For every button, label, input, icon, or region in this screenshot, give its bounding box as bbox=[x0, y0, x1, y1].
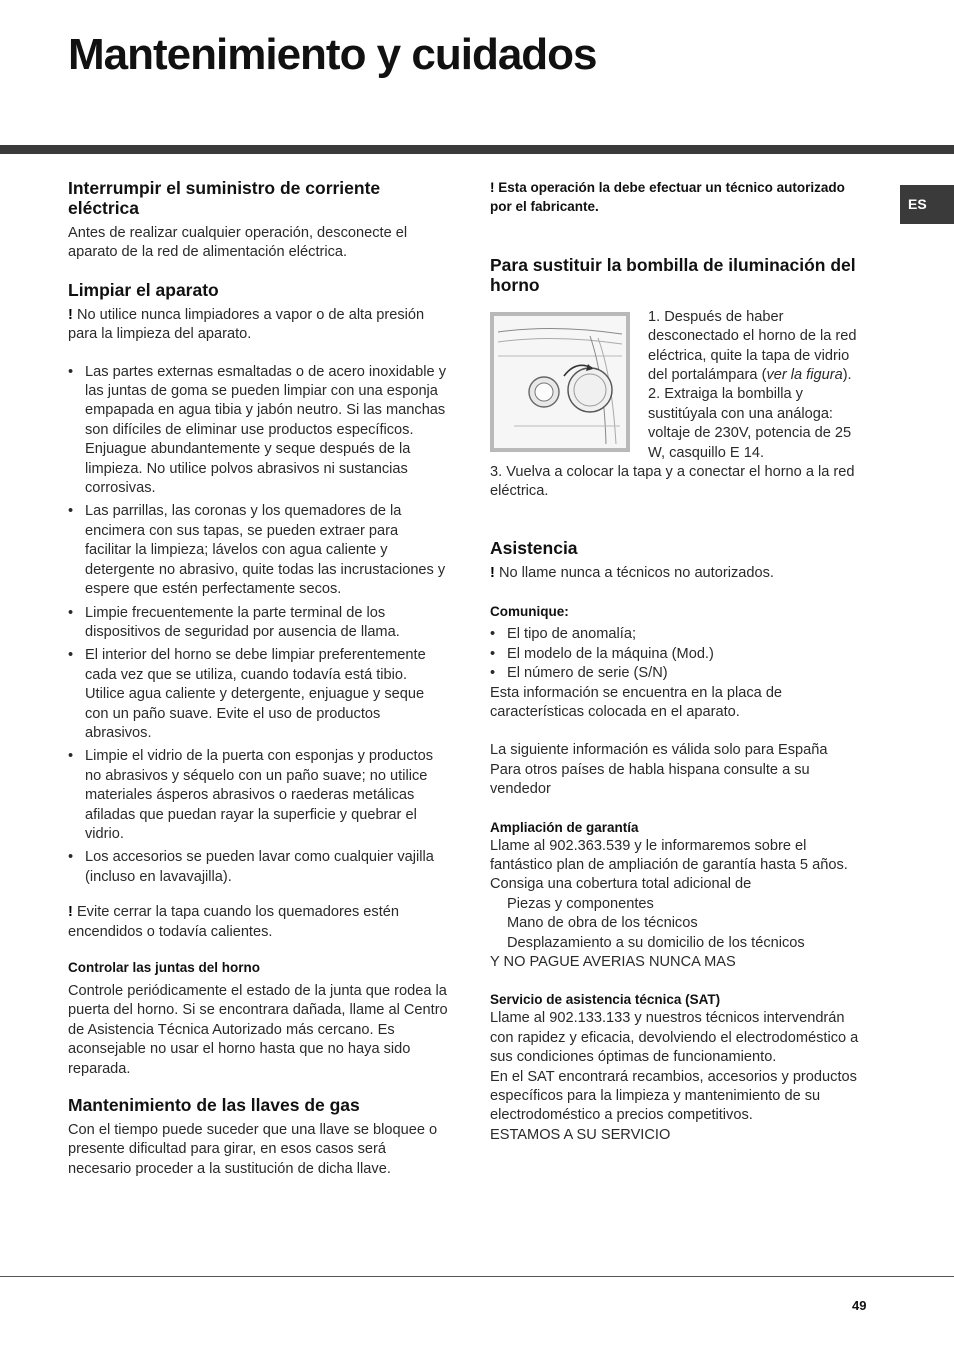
assistance-warning bbox=[490, 564, 870, 583]
warning-icon: ! bbox=[490, 180, 495, 195]
header-rule bbox=[0, 145, 954, 154]
list-item: • Las parrillas, las coronas y los quemadores de la encimera con sus tapas, se pueden extraer para facilitar la limpieza; lávelos con agua caliente y detergente no abrasivo, quite todas las incrustaciones y espere que estén perfectamente secos. bbox=[68, 502, 448, 599]
warning-text: Esta operación la debe efectuar un técnico autorizado por el fabricante. bbox=[490, 180, 845, 215]
coverage-item: Piezas y componentes bbox=[507, 895, 654, 912]
sat-text-3: ESTAMOS A SU SERVICIO bbox=[490, 1126, 671, 1143]
section-heading-warranty: Ampliación de garantía bbox=[490, 819, 639, 835]
list-item: • Las partes externas esmaltadas o de acero inoxidable y las juntas de goma se pueden limpiar con una esponja empapada en agua tibia y jabón neutro. Si las manchas son difíciles de eliminar use productos específicos. Enjuague abundantemente y seque después de la limpieza. No utilice polvos abrasivos ni sustancias corrosivas. bbox=[68, 363, 448, 499]
section-heading-sat: Servicio de asistencia técnica (SAT) bbox=[490, 992, 721, 1008]
cleaning-list bbox=[68, 363, 448, 888]
comunique-list bbox=[490, 625, 870, 683]
section-heading-bulb: Para sustituir la bombilla de iluminación del horno bbox=[490, 254, 856, 295]
bulb-step-1: 1. Después de haber desconectado el horno de la red eléctrica, quite la tapa de vidrio del portalámpara (ver la figura). bbox=[648, 308, 857, 384]
footer-rule bbox=[0, 1276, 954, 1277]
coverage-end: Y NO PAGUE AVERIAS NUNCA MAS bbox=[490, 953, 736, 970]
technician-warning bbox=[490, 178, 870, 217]
coverage-intro: Consiga una cobertura total adicional de bbox=[490, 876, 752, 893]
power-text: Antes de realizar cualquier operación, desconecte el aparato de la red de alimentación eléctrica. bbox=[68, 225, 408, 261]
seals-text: Controle periódicamente el estado de la junta que rodea la puerta del horno. Si se encontrara dañada, llame al Centro de Asistencia Técnica Autorizado más cercano. Es aconsejable no usar el horno hasta que no haya sido reparada. bbox=[68, 983, 448, 1077]
section-heading-power: Interrumpir el suministro de corriente eléctrica bbox=[68, 178, 381, 218]
list-item: • Los accesorios se pueden lavar como cualquier vajilla (incluso en lavavajilla). bbox=[68, 848, 448, 887]
bulb-instructions bbox=[490, 308, 870, 502]
warning-icon: ! bbox=[68, 306, 73, 323]
warning-text: Evite cerrar la tapa cuando los quemadores estén encendidos o todavía calientes. bbox=[68, 904, 399, 940]
coverage-item: Desplazamiento a su domicilio de los técnicos bbox=[507, 934, 805, 951]
cleaning-warning bbox=[68, 306, 448, 345]
section-heading-assistance: Asistencia bbox=[490, 537, 578, 558]
bulb-step-2: 2. Extraiga la bombilla y sustitúyala con una análoga: voltaje de 230V, potencia de 25 W, casquillo E 14. bbox=[648, 386, 852, 461]
page-title: Mantenimiento y cuidados bbox=[68, 30, 597, 79]
warning-text: No utilice nunca limpiadores a vapor o de alta presión para la limpieza del aparato. bbox=[68, 306, 425, 343]
list-item: • El modelo de la máquina (Mod.) bbox=[490, 645, 870, 664]
page-number: 49 bbox=[852, 1298, 867, 1313]
list-item: • El interior del horno se debe limpiar preferentemente cada vez que se utiliza, cuando todavía está tibio. Utilice agua caliente y detergente, enjuague y seque con un paño suave. Evite el uso de productos abrasivos. bbox=[68, 646, 448, 743]
coverage-item: Mano de obra de los técnicos bbox=[507, 915, 698, 932]
spain-line-2: Para otros países de habla hispana consulte a su vendedor bbox=[490, 761, 810, 798]
warning-text: No llame nunca a técnicos no autorizados. bbox=[498, 564, 774, 581]
list-item: • Limpie frecuentemente la parte terminal de los dispositivos de seguridad por ausencia de llama. bbox=[68, 604, 448, 643]
right-column bbox=[490, 178, 870, 1145]
comunique-label: Comunique: bbox=[490, 604, 569, 620]
lamp-holder-illustration bbox=[494, 316, 626, 448]
lamp-figure bbox=[490, 312, 630, 452]
section-heading-seals: Controlar las juntas del horno bbox=[68, 960, 261, 975]
bulb-step-3: 3. Vuelva a colocar la tapa y a conectar el horno a la red eléctrica. bbox=[490, 464, 855, 500]
warning-icon: ! bbox=[68, 904, 73, 921]
list-item: • Limpie el vidrio de la puerta con esponjas y productos no abrasivos y séquelo con un paño suave; no utilice materiales ásperos abrasivos o raederas metálicas afiladas que puedan rayar la superficie y quebrar el vidrio. bbox=[68, 747, 448, 844]
list-item: • El tipo de anomalía; bbox=[490, 625, 870, 644]
spain-line-1: La siguiente información es válida solo para España bbox=[490, 742, 828, 759]
section-heading-gas-valves: Mantenimiento de las llaves de gas bbox=[68, 1095, 360, 1116]
gas-valves-text: Con el tiempo puede suceder que una llave se bloquee o presente dificultad para girar, en esos casos será necesario proceder a la sustitución de dicha llave. bbox=[68, 1122, 438, 1177]
warranty-text: Llame al 902.363.539 y le informaremos sobre el fantástico plan de ampliación de garantía hasta 5 años. bbox=[490, 837, 848, 873]
sat-text-2: En el SAT encontrará recambios, accesorios y productos específicos para la limpieza y mantenimiento de su electrodoméstico a precios competitivos. bbox=[490, 1068, 857, 1124]
plate-text: Esta información se encuentra en la placa de características colocada en el aparato. bbox=[490, 684, 783, 720]
lid-warning bbox=[68, 903, 448, 942]
section-heading-cleaning: Limpiar el aparato bbox=[68, 279, 219, 300]
language-tab: ES bbox=[900, 185, 954, 224]
list-item: • El número de serie (S/N) bbox=[490, 664, 870, 683]
warning-icon: ! bbox=[490, 564, 495, 581]
left-column bbox=[68, 178, 448, 1179]
sat-text-1: Llame al 902.133.133 y nuestros técnicos intervendrán con rapidez y eficacia, devolviendo el electrodoméstico a sus condiciones óptimas de funcionamiento. bbox=[490, 1010, 859, 1066]
